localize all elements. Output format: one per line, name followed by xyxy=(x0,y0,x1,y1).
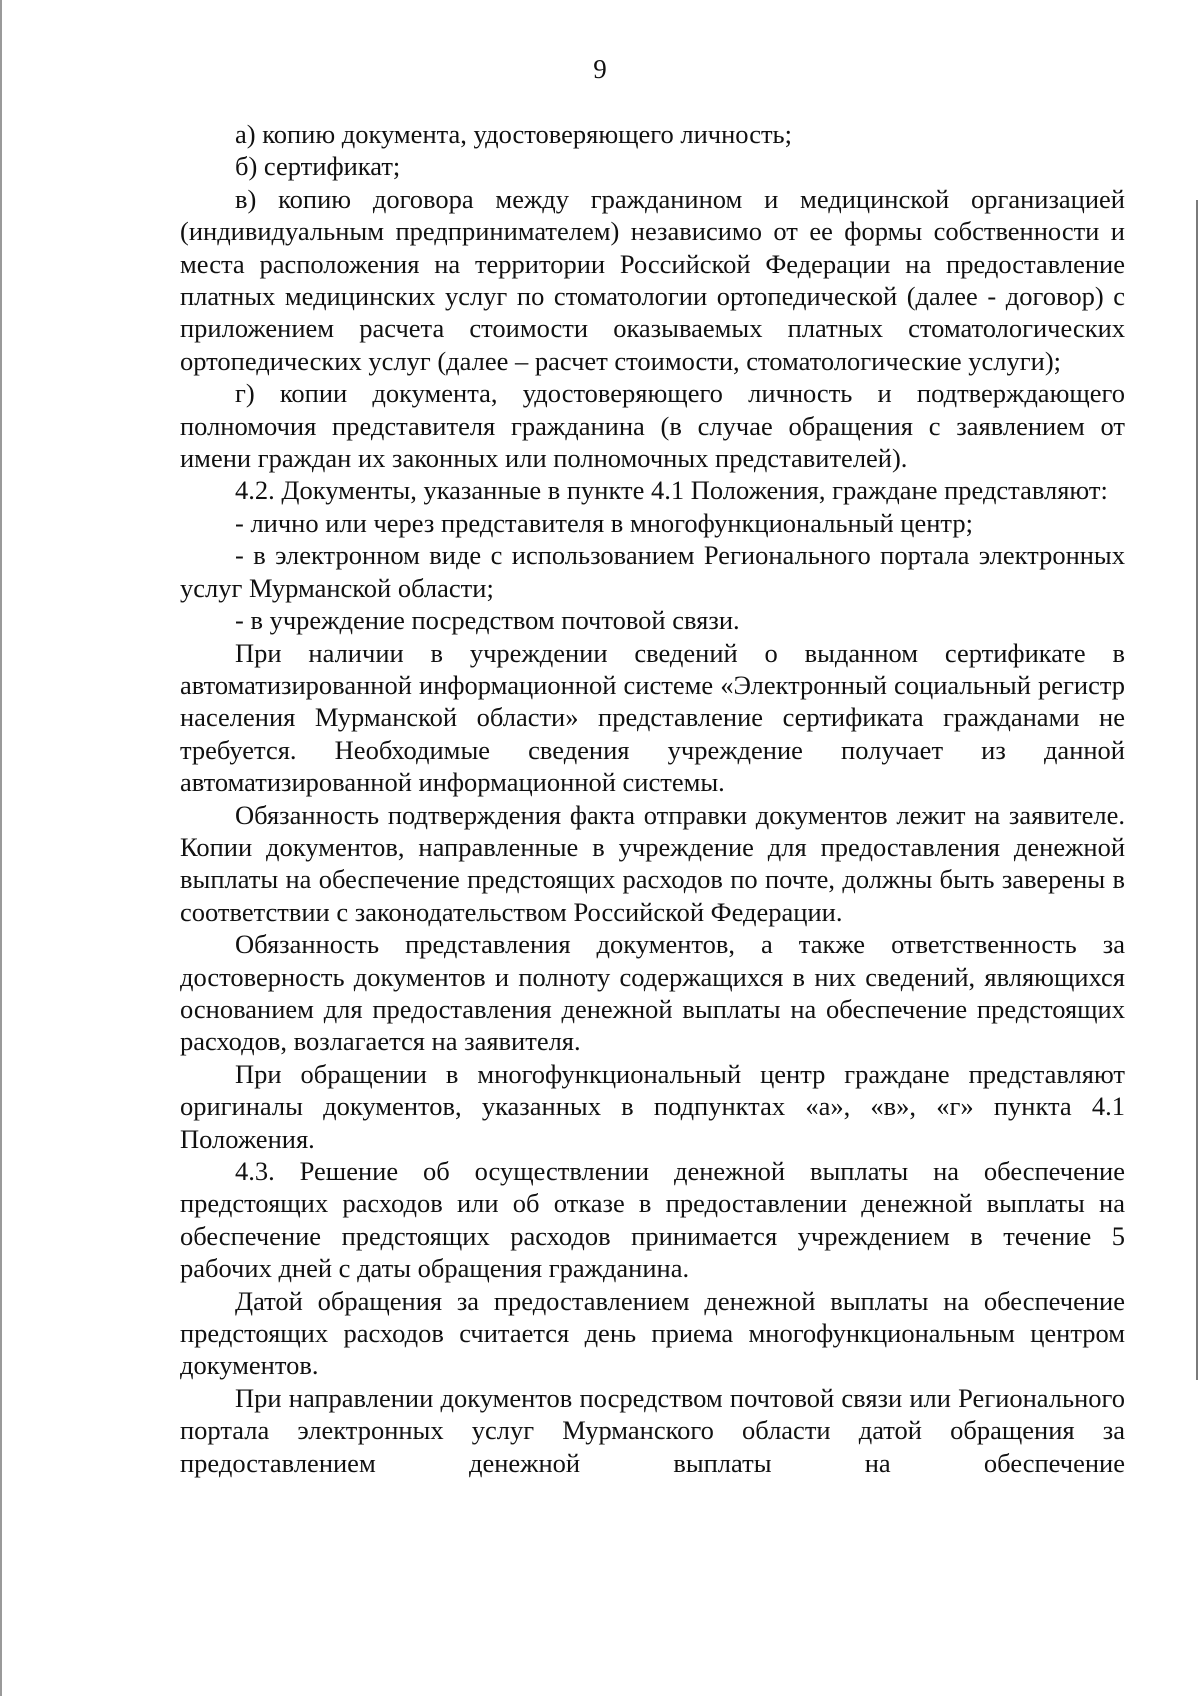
paragraph-certificate-info: При наличии в учреждении сведений о выданном сертификате в автоматизированной информационной системе «Электронный социальный регистр населения Мурманской области» представление сертификата гражданами не требуется. Необходимые сведения учреждение получает из данной автоматизированной информационной системы. xyxy=(180,637,1125,798)
paragraph-item-a: а) копию документа, удостоверяющего личность; xyxy=(235,119,792,149)
paragraph-item-v: в) копию договора между гражданином и медицинской организацией (индивидуальным предпринимателем) независимо от ее формы собственности и места расположения на территории Российской Федерации на предоставление платных медицинских услуг по стоматологии ортопедической (далее - договор) с приложением расчета стоимости оказываемых платных стоматологических ортопедических услуг (далее – расчет стоимости, стоматологические услуги); xyxy=(180,183,1125,376)
paragraph-postal-electronic-date: При направлении документов посредством почтовой связи или Регионального портала электронных услуг Мурманского области датой обращения за предоставлением денежной выплаты на обеспечение xyxy=(180,1382,1125,1478)
paragraph-mfc-originals: При обращении в многофункциональный центр граждане представляют оригиналы документов, указанных в подпунктах «а», «в», «г» пункта 4.1 Положения. xyxy=(180,1058,1125,1154)
paragraph-4-3: 4.3. Решение об осуществлении денежной выплаты на обеспечение предстоящих расходов или об отказе в предоставлении денежной выплаты на обеспечение предстоящих расходов принимается учреждением в течение 5 рабочих дней с даты обращения гражданина. xyxy=(180,1156,1125,1284)
paragraph-list-electronic: - в электронном виде с использованием Регионального портала электронных услуг Мурманской области; xyxy=(180,540,1125,603)
document-body xyxy=(180,118,1125,1479)
paragraph-list-mail: - в учреждение посредством почтовой связи. xyxy=(235,605,740,636)
paragraph-4-2: 4.2. Документы, указанные в пункте 4.1 Положения, граждане представляют: xyxy=(235,475,1108,506)
paragraph-list-mfc: - лично или через представителя в многофункциональный центр; xyxy=(235,507,973,538)
paragraph-item-b: б) сертификат; xyxy=(235,151,401,182)
scan-edge-left xyxy=(0,0,2,1696)
paragraph-item-g: г) копии документа, удостоверяющего личность и подтверждающего полномочия представителя гражданина (в случае обращения с заявлением от имени граждан их законных или полномочных представителей). xyxy=(180,378,1125,474)
paragraph-application-date: Датой обращения за предоставлением денежной выплаты на обеспечение предстоящих расходов считается день приема многофункциональным центром документов. xyxy=(180,1285,1125,1381)
paragraph-obligation-sending: Обязанность подтверждения факта отправки документов лежит на заявителе. Копии документов, направленные в учреждение для предоставления денежной выплаты на обеспечение предстоящих расходов по почте, должны быть заверены в соответствии с законодательством Российской Федерации. xyxy=(180,799,1125,927)
paragraph-obligation-documents: Обязанность представления документов, а также ответственность за достоверность документов и полноту содержащихся в них сведений, являющихся основанием для предоставления денежной выплаты на обеспечение предстоящих расходов, возлагается на заявителя. xyxy=(180,929,1125,1057)
scan-edge-right xyxy=(1196,200,1198,1380)
page-number: 9 xyxy=(593,54,607,84)
